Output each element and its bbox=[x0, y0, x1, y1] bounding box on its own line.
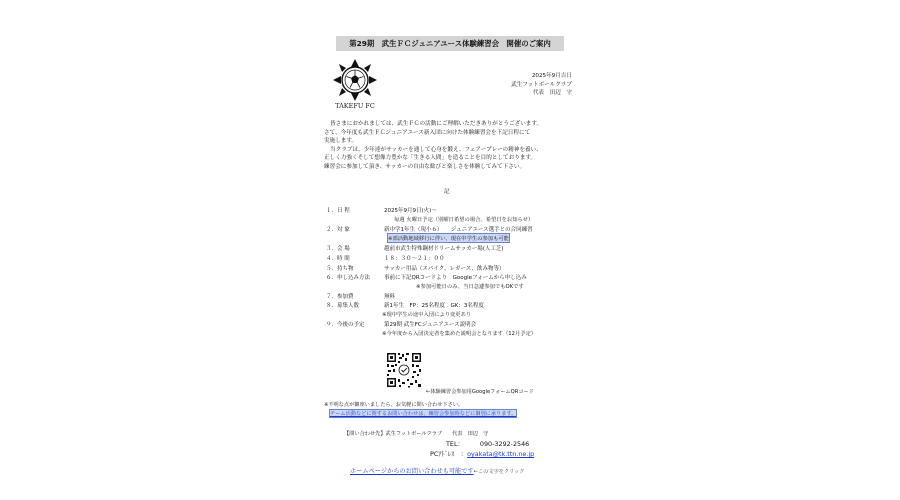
item-value: 2025年9月9日(火)～ bbox=[384, 208, 437, 214]
item-note: ※参加可能日のみ、当日急遽参加でもOKです bbox=[416, 284, 524, 290]
intro-line: 当クラブは、少年達がサッカーを通して心身を鍛え、フェアープレーの精神を養い、 bbox=[330, 146, 542, 153]
homepage-inquiry-link[interactable]: ホームページからのお問い合わせも可能です bbox=[350, 468, 474, 475]
intro-line: 皆さまにおかれましては、武生ＦＣの活動にご理解いただきありがとうございます。 bbox=[330, 121, 543, 127]
inquiry-note: ※不明な点が御座いましたら、お気軽に問い合わせ下さい。 bbox=[324, 402, 464, 408]
item-label: ７．参加費 bbox=[326, 294, 354, 300]
item-note: ※今年度から入団決定者を集めた説明会となります（12月予定） bbox=[382, 331, 537, 337]
qr-caption: ←体験練習会参加用GoogleフォームQRコード bbox=[426, 389, 534, 395]
ki-heading: 記 bbox=[444, 189, 450, 195]
item-label: ８．募集人数 bbox=[326, 303, 360, 309]
issuer-representative: 代表 田辺 守 bbox=[532, 90, 572, 96]
item-value: 無料 bbox=[384, 294, 396, 300]
item-note-highlight: ※部活動地域移行に伴い、現在中学生の参加も可能 bbox=[388, 236, 509, 242]
soccer-ball-emblem-icon bbox=[330, 58, 380, 102]
issuer-club: 武生フットボールクラブ bbox=[511, 81, 572, 88]
document-title: 第29期 武生ＦＣジュニアユース体験練習会 開催のご案内 bbox=[336, 36, 564, 51]
item-value: 新中学1年生（現小６） ジュニアユース選手との合同練習 bbox=[384, 227, 533, 233]
item-value: 事前に下記QRコードより Googleフォームから申し込み bbox=[384, 275, 527, 281]
intro-paragraph bbox=[324, 120, 542, 172]
email-label: PCｱﾄﾞﾚｽ ： bbox=[430, 450, 468, 458]
item-value: サッカー用品（スパイク、レガース、飲み物等） bbox=[384, 266, 505, 272]
item-label: ９．今後の予定 bbox=[326, 322, 365, 328]
item-label: １．日 程 bbox=[326, 208, 350, 214]
intro-line: さて、今年度も武生ＦＣジュニアユース新入団に向けた体験練習会を下記日程にて bbox=[324, 129, 531, 136]
item-value: 第29期 武生FCジュニアユース説明会 bbox=[384, 322, 477, 328]
item-note: ※現中学生の途中入団により変更あり bbox=[382, 312, 472, 318]
contact-tel bbox=[446, 439, 529, 448]
email-link[interactable]: oyakata@tk.ttn.ne.jp bbox=[467, 450, 535, 458]
intro-line: 練習会に参加して頂き、サッカーの自由な歓びと楽しさを体験してみて下さい。 bbox=[324, 163, 526, 170]
item-label: ３．会 場 bbox=[326, 246, 350, 252]
homepage-hint: ←この文字をクリック bbox=[473, 469, 525, 475]
item-note: 毎週 火曜日予定（別曜日希望の場合、希望日をお知らせ） bbox=[394, 217, 534, 223]
google-form-qr-code[interactable] bbox=[386, 352, 422, 388]
tel-label: TEL： bbox=[446, 440, 464, 448]
homepage-line bbox=[350, 466, 524, 475]
contact-line bbox=[344, 430, 488, 437]
intro-line: 実施します。 bbox=[324, 138, 358, 145]
issue-date: 2025年9月吉日 bbox=[531, 73, 572, 79]
contact-club: 武生フットボールクラブ bbox=[385, 431, 443, 437]
team-activity-inquiry-link[interactable]: チーム活動などに関するお問い合わせは、練習会参加時などに個別に承ります。 bbox=[330, 411, 517, 417]
item-value: 新1年生 FP：25名程度 GK：3名程度 bbox=[384, 303, 484, 309]
intro-line: 正しく力強くそして想像力豊かな「生きる人間」を造ることを目的としております。 bbox=[324, 155, 537, 162]
takefu-fc-logo bbox=[330, 58, 380, 114]
document-page bbox=[322, 30, 582, 480]
contact-email bbox=[430, 449, 534, 458]
qr-code-icon bbox=[386, 352, 422, 388]
item-value: 越前市武生特殊鋼材ドリームサッカー場(人工芝) bbox=[384, 246, 504, 252]
item-label: ５．持ち物 bbox=[326, 266, 354, 272]
logo-text: TAKEFU FC bbox=[335, 102, 375, 110]
issuer-block bbox=[511, 72, 572, 98]
item-label: ２．対 象 bbox=[326, 227, 350, 233]
item-label: ６．申し込み方法 bbox=[326, 275, 371, 281]
contact-label: 【問い合わせ先】 bbox=[344, 431, 386, 437]
item-value: １８：３０～２１：００ bbox=[384, 256, 445, 262]
item-label: ４．時 間 bbox=[326, 256, 350, 262]
contact-representative: 代表 田辺 守 bbox=[452, 431, 489, 437]
tel-number: 090-3292-2546 bbox=[479, 440, 530, 448]
